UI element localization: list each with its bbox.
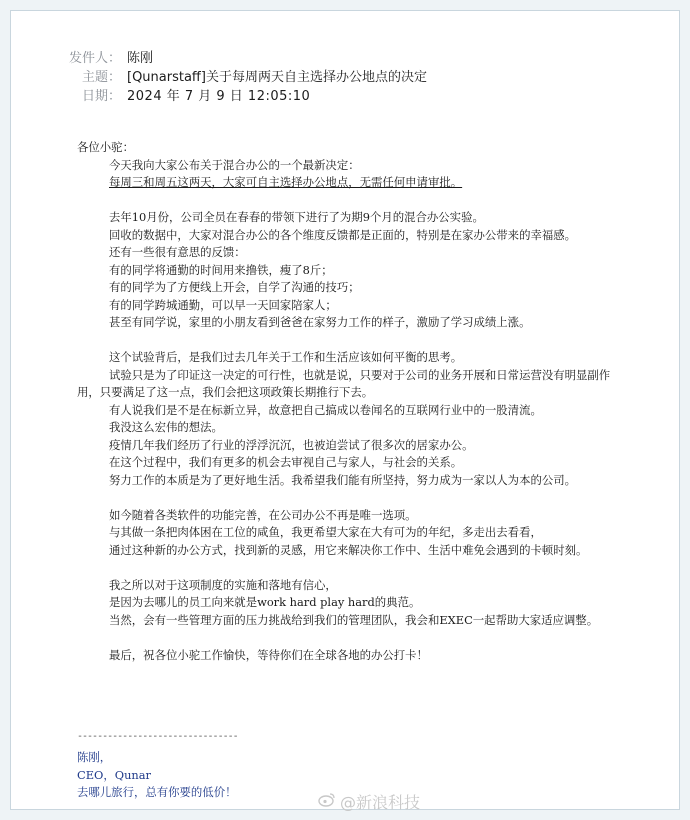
- paragraph-line: 通过这种新的办公方式，找到新的灵感，用它来解决你工作中、生活中难免会遇到的卡顿时刻。: [109, 542, 588, 557]
- signature-block: [77, 749, 236, 802]
- paragraph-line: 是因为去哪儿的员工向来就是work hard play hard的典范。: [109, 595, 421, 609]
- subject-value: [Qunarstaff]关于每周两天自主选择办公地点的决定: [127, 70, 427, 85]
- email-body: [77, 139, 617, 664]
- signature-name: 陈刚，: [77, 750, 112, 764]
- paragraph-line: 有人说我们是不是在标新立异，故意把自己搞成以卷闻名的互联网行业中的一股清流。: [109, 402, 542, 417]
- paragraph-line: 今天我向大家公布关于混合办公的一个最新决定：: [109, 157, 360, 172]
- from-row: [59, 49, 427, 68]
- signature-title: CEO，Qunar: [77, 767, 152, 782]
- paragraph-line: 努力工作的本质是为了更好地生活。我希望我们能有所坚持，努力成为一家以人为本的公司。: [109, 472, 577, 487]
- paragraph-line: 试验只是为了印证这一决定的可行性，也就是说，只要对于公司的业务开展和日常运营没有明显副作用，只要满足了这一点，我们会把这项政策长期推行下去。: [77, 367, 611, 399]
- signature-separator: --------------------------------: [77, 731, 238, 742]
- paragraph-line: 疫情几年我们经历了行业的浮浮沉沉，也被迫尝试了很多次的居家办公。: [109, 437, 474, 452]
- email-header: [59, 49, 427, 106]
- signature-slogan: 去哪儿旅行，总有你要的低价！: [77, 785, 237, 799]
- from-label: 发件人：: [68, 51, 121, 66]
- paragraph-line: 有的同学跨城通勤，可以早一天回家陪家人；: [109, 297, 337, 312]
- watermark-text: @新浪科技: [340, 793, 421, 812]
- paragraph-line: 还有一些很有意思的反馈：: [109, 245, 246, 259]
- weibo-icon: [318, 792, 336, 811]
- paragraph-line: 我没这么宏伟的想法。: [109, 420, 223, 434]
- paragraph-line: 我之所以对于这项制度的实施和落地有信心，: [109, 577, 337, 592]
- paragraph-line: 在这个过程中，我们有更多的机会去审视自己与家人，与社会的关系。: [109, 455, 463, 469]
- from-value: 陈刚: [127, 51, 154, 66]
- paragraph-line: 有的同学将通勤的时间用来撸铁，瘦了8斤；: [109, 262, 333, 277]
- paragraph-line: 如今随着各类软件的功能完善，在公司办公不再是唯一选项。: [109, 507, 417, 522]
- paragraph-line: 这个试验背后，是我们过去几年关于工作和生活应该如何平衡的思考。: [109, 350, 463, 364]
- email-page: [10, 10, 680, 810]
- paragraph-line: 甚至有同学说，家里的小朋友看到爸爸在家努力工作的样子，激励了学习成绩上涨。: [109, 315, 531, 329]
- watermark: [318, 790, 420, 813]
- subject-row: [59, 68, 427, 87]
- decision-underlined: 每周三和周五这两天，大家可自主选择办公地点，无需任何申请审批。: [109, 175, 463, 189]
- subject-label: 主题：: [81, 70, 121, 85]
- date-row: [59, 87, 427, 106]
- paragraph-line: 与其做一条把肉体困在工位的咸鱼，我更希望大家在大有可为的年纪，多走出去看看，: [109, 525, 542, 539]
- paragraph-line: 有的同学为了方便线上开会，自学了沟通的技巧；: [109, 280, 360, 294]
- greeting: 各位小驼：: [77, 140, 134, 154]
- paragraph-line: 去年10月份，公司全员在春春的带领下进行了为期9个月的混合办公实验。: [109, 210, 484, 224]
- paragraph-line: 回收的数据中，大家对混合办公的各个维度反馈都是正面的，特别是在家办公带来的幸福感。: [109, 227, 577, 242]
- paragraph-line: 最后，祝各位小驼工作愉快，等待你们在全球各地的办公打卡！: [109, 647, 428, 662]
- paragraph-line: 当然，会有一些管理方面的压力挑战给到我们的管理团队，我会和EXEC一起帮助大家适应调整。: [109, 612, 599, 627]
- date-label: 日期：: [81, 89, 121, 104]
- date-value: 2024 年 7 月 9 日 12:05:10: [127, 89, 311, 104]
